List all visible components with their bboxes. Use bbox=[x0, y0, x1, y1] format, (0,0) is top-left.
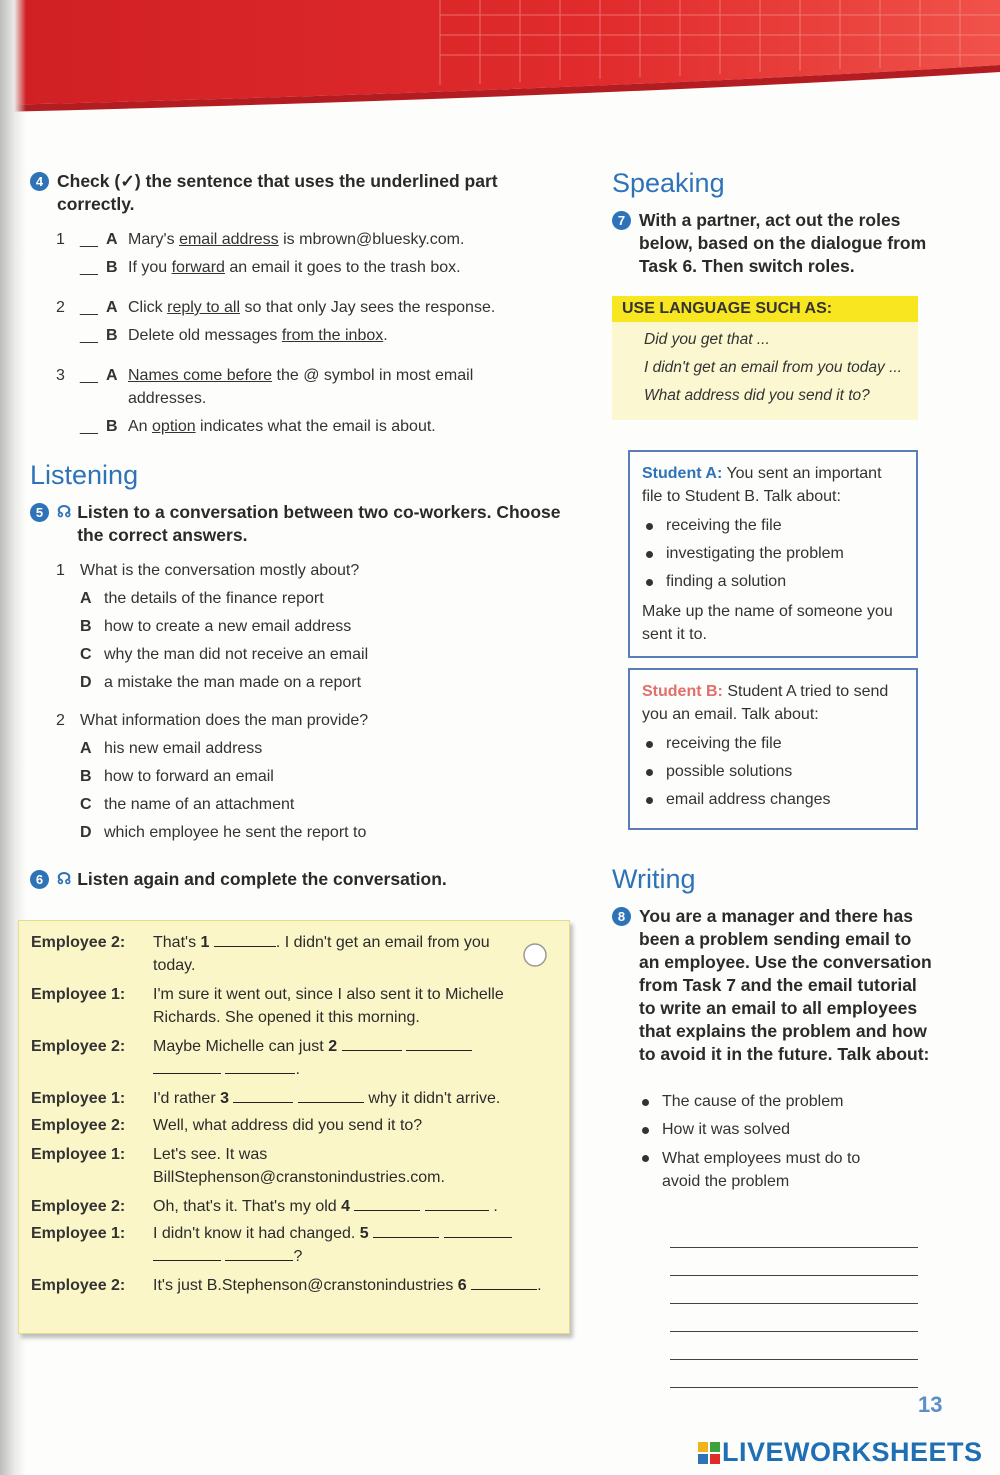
phrase: I didn't get an email from you today ... bbox=[644, 359, 902, 376]
conversation-line: Employee 1: I'd rather 3 why it didn't arrive. bbox=[31, 1090, 501, 1107]
task-number-badge: 6 bbox=[30, 870, 49, 889]
writing-line[interactable] bbox=[670, 1303, 918, 1304]
list-item: __ B An option indicates what the email is about. bbox=[56, 415, 570, 438]
option-item[interactable]: D which employee he sent the report to bbox=[80, 824, 367, 841]
option-item[interactable]: A his new email address bbox=[80, 740, 263, 757]
conversation-line: Employee 2: It's just B.Stephenson@cranstonindustries 6 . bbox=[31, 1277, 542, 1294]
answer-blank[interactable]: __ bbox=[80, 367, 98, 384]
answer-blank[interactable] bbox=[153, 1246, 221, 1261]
list-item: receiving the file bbox=[642, 512, 904, 540]
answer-blank[interactable] bbox=[225, 1246, 293, 1261]
top-banner bbox=[0, 0, 1000, 120]
right-column bbox=[612, 168, 932, 1193]
conversation-line: Employee 2: Well, what address did you send it to? bbox=[31, 1117, 423, 1134]
answer-blank[interactable] bbox=[342, 1036, 402, 1051]
list-item: The cause of the problem bbox=[638, 1088, 888, 1116]
conversation-line: Employee 2: Oh, that's it. That's my old 4 . bbox=[31, 1198, 498, 1215]
list-item: How it was solved bbox=[638, 1116, 888, 1144]
conversation-box bbox=[18, 920, 570, 1334]
question: 1 What is the conversation mostly about? bbox=[56, 562, 360, 579]
question: 2 What information does the man provide? bbox=[56, 712, 369, 729]
conversation-line: Employee 1: I didn't know it had changed. 5 ? bbox=[31, 1222, 555, 1268]
answer-blank[interactable]: __ bbox=[80, 327, 98, 344]
answer-blank[interactable]: __ bbox=[80, 418, 98, 435]
answer-blank[interactable]: __ bbox=[80, 231, 98, 248]
list-item: What employees must do to avoid the problem bbox=[638, 1144, 888, 1193]
answer-blank[interactable] bbox=[373, 1223, 439, 1238]
option-item[interactable]: B how to create a new email address bbox=[80, 618, 352, 635]
task-number-badge: 5 bbox=[30, 503, 49, 522]
writing-heading: Writing bbox=[612, 864, 696, 894]
writing-line[interactable] bbox=[670, 1275, 918, 1276]
list-item: email address changes bbox=[642, 786, 904, 814]
list-item: investigating the problem bbox=[642, 540, 904, 568]
list-item: possible solutions bbox=[642, 758, 904, 786]
task-5-questions bbox=[56, 559, 570, 844]
answer-blank[interactable]: __ bbox=[80, 259, 98, 276]
answer-blank[interactable] bbox=[233, 1088, 293, 1103]
headphones-icon: ☊ bbox=[57, 871, 72, 888]
answer-blank[interactable] bbox=[471, 1275, 537, 1290]
option-item[interactable]: D a mistake the man made on a report bbox=[80, 674, 362, 691]
writing-line[interactable] bbox=[670, 1387, 918, 1388]
task-4-instruction: 4 Check (✓) the sentence that uses the underlined part correctly. bbox=[30, 170, 570, 216]
option-item[interactable]: C why the man did not receive an email bbox=[80, 646, 369, 663]
option-item[interactable]: C the name of an attachment bbox=[80, 796, 295, 813]
conversation-line: Employee 2: Maybe Michelle can just 2 . bbox=[31, 1035, 555, 1081]
writing-line[interactable] bbox=[670, 1247, 918, 1248]
speaking-heading: Speaking bbox=[612, 168, 725, 198]
page-curl-icon bbox=[521, 941, 549, 969]
answer-blank[interactable] bbox=[214, 932, 276, 947]
answer-blank[interactable] bbox=[444, 1223, 512, 1238]
conversation-line: Employee 1: I'm sure it went out, since I also sent it to Michelle Richards. She opened it this morning. bbox=[31, 986, 504, 1026]
option-item[interactable]: B how to forward an email bbox=[80, 768, 274, 785]
conversation-line: Employee 1: Let's see. It was BillStephenson@cranstonindustries.com. bbox=[31, 1146, 445, 1186]
answer-blank[interactable] bbox=[153, 1059, 221, 1074]
task-number-badge: 7 bbox=[612, 211, 631, 230]
writing-points bbox=[638, 1088, 888, 1193]
answer-blank[interactable] bbox=[225, 1059, 295, 1074]
task-7-instruction: 7 With a partner, act out the roles below, based on the dialogue from Task 6. Then switch roles. bbox=[612, 209, 932, 278]
language-box-heading: USE LANGUAGE SUCH AS: bbox=[612, 296, 918, 322]
list-item: 1 __ A Mary's email address is mbrown@bluesky.com. bbox=[56, 228, 570, 251]
list-item: __ B Delete old messages from the inbox. bbox=[56, 324, 570, 347]
page-number: 13 bbox=[918, 1392, 943, 1417]
footer-logo: LIVEWORKSHEETS bbox=[698, 1437, 983, 1468]
liveworksheets-logo-icon bbox=[698, 1442, 720, 1464]
language-box bbox=[612, 296, 918, 420]
left-column bbox=[30, 170, 570, 891]
list-item: __ B If you forward an email it goes to the trash box. bbox=[56, 256, 570, 279]
task-8-instruction: 8 You are a manager and there has been a problem sending email to an employee. Use the conversation from Task 7 and the email tutorial to write an email to all employees that explains the problem and how to avoid it in the future. Talk about: bbox=[612, 905, 932, 1066]
phrase: Did you get that ... bbox=[644, 331, 770, 348]
student-b-card: Student B: Student A tried to send you an email. Talk about: receiving the file possible solutions email address changes bbox=[628, 668, 918, 830]
student-b-label: Student B: bbox=[642, 683, 723, 700]
student-a-card: Student A: You sent an important file to Student B. Talk about: receiving the file investigating the problem finding a solution Make up the name of someone you sent it to. bbox=[628, 450, 918, 658]
writing-line[interactable] bbox=[670, 1359, 918, 1360]
list-item: 3 __ A Names come before the @ symbol in most email addresses. bbox=[56, 364, 570, 410]
task-6-instruction: 6 ☊ Listen again and complete the conversation. bbox=[30, 868, 570, 891]
answer-blank[interactable] bbox=[425, 1196, 489, 1211]
answer-blank[interactable] bbox=[406, 1036, 472, 1051]
task-5-instruction: 5 ☊ Listen to a conversation between two co-workers. Choose the correct answers. bbox=[30, 501, 570, 547]
list-item: receiving the file bbox=[642, 730, 904, 758]
task-number-badge: 8 bbox=[612, 907, 631, 926]
list-item: 2 __ A Click reply to all so that only Jay sees the response. bbox=[56, 296, 570, 319]
option-item[interactable]: A the details of the finance report bbox=[80, 590, 324, 607]
list-item: finding a solution bbox=[642, 568, 904, 596]
conversation-line: Employee 2: That's 1 . I didn't get an email from you today. bbox=[31, 934, 490, 974]
writing-line[interactable] bbox=[670, 1331, 918, 1332]
task-number-badge: 4 bbox=[30, 172, 49, 191]
answer-blank[interactable] bbox=[354, 1196, 420, 1211]
phrase: What address did you send it to? bbox=[644, 387, 870, 404]
answer-blank[interactable] bbox=[298, 1088, 364, 1103]
student-a-label: Student A: bbox=[642, 465, 723, 482]
task-4-items bbox=[56, 228, 570, 438]
headphones-icon: ☊ bbox=[57, 504, 72, 521]
answer-blank[interactable]: __ bbox=[80, 299, 98, 316]
listening-heading: Listening bbox=[30, 460, 139, 490]
